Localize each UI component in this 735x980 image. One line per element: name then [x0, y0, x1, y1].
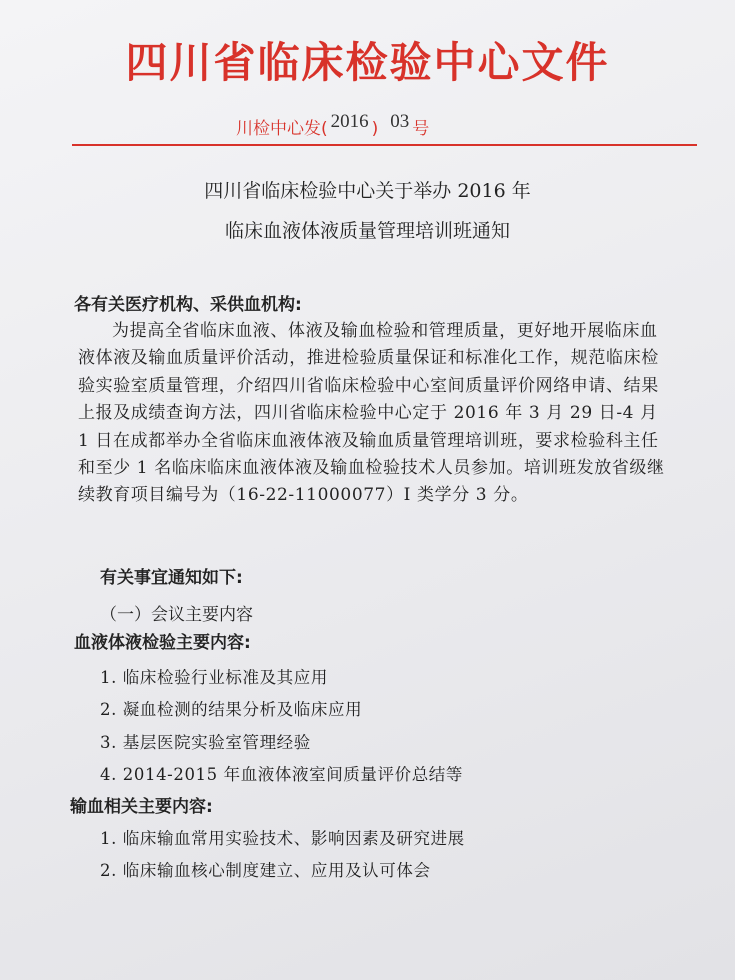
doc-number-suffix: 号	[412, 119, 430, 139]
blood-item: 3. 基层医院实验室管理经验	[100, 733, 311, 752]
doc-number-year: 2016	[330, 111, 369, 132]
blood-item: 4. 2014-2015 年血液体液室间质量评价总结等	[100, 765, 463, 784]
blood-item: 1. 临床检验行业标准及其应用	[100, 668, 328, 687]
doc-number-value: 03	[390, 111, 410, 132]
doc-number-prefix: 川检中心发(	[236, 119, 328, 139]
document-header-title: 四川省临床检验中心文件	[125, 38, 610, 87]
document-number	[236, 111, 430, 140]
header-divider	[72, 144, 697, 146]
blood-item: 2. 凝血检测的结果分析及临床应用	[100, 700, 363, 719]
section-heading: （一）会议主要内容	[100, 605, 253, 625]
addressee: 各有关医疗机构、采供血机构:	[74, 295, 302, 315]
notice-title-line2: 临床血液体液质量管理培训班通知	[224, 220, 510, 242]
transfusion-item: 1. 临床输血常用实验技术、影响因素及研究进展	[100, 829, 465, 848]
transfusion-section-heading: 输血相关主要内容:	[70, 797, 213, 817]
body-paragraph: 为提高全省临床血液、体液及输血检验和管理质量，更好地开展临床血液体液及输血质量评价活动，推进检验质量保证和标准化工作，规范临床检验实验室质量管理，介绍四川省临床检验中心室间质量评价网络申请、结果上报及成绩查询方法，四川省临床检验中心定于 2016 年 3 月 29 日-4 月 1 日在成都举办全省临床血液体液及输血质量管理培训班，要求检验科主任和至少 1 名临床临床血液体液及输血检验技术人员参加。培训班发放省级继续教育项目编号为（16-22-11000077）I 类学分 3 分。	[78, 321, 665, 506]
notice-title-line1: 四川省临床检验中心关于举办 2016 年	[204, 180, 531, 202]
doc-number-close: )	[371, 119, 379, 139]
notice-intro: 有关事宜通知如下:	[100, 568, 243, 588]
transfusion-item: 2. 临床输血核心制度建立、应用及认可体会	[100, 861, 431, 880]
blood-section-heading: 血液体液检验主要内容:	[74, 633, 251, 653]
